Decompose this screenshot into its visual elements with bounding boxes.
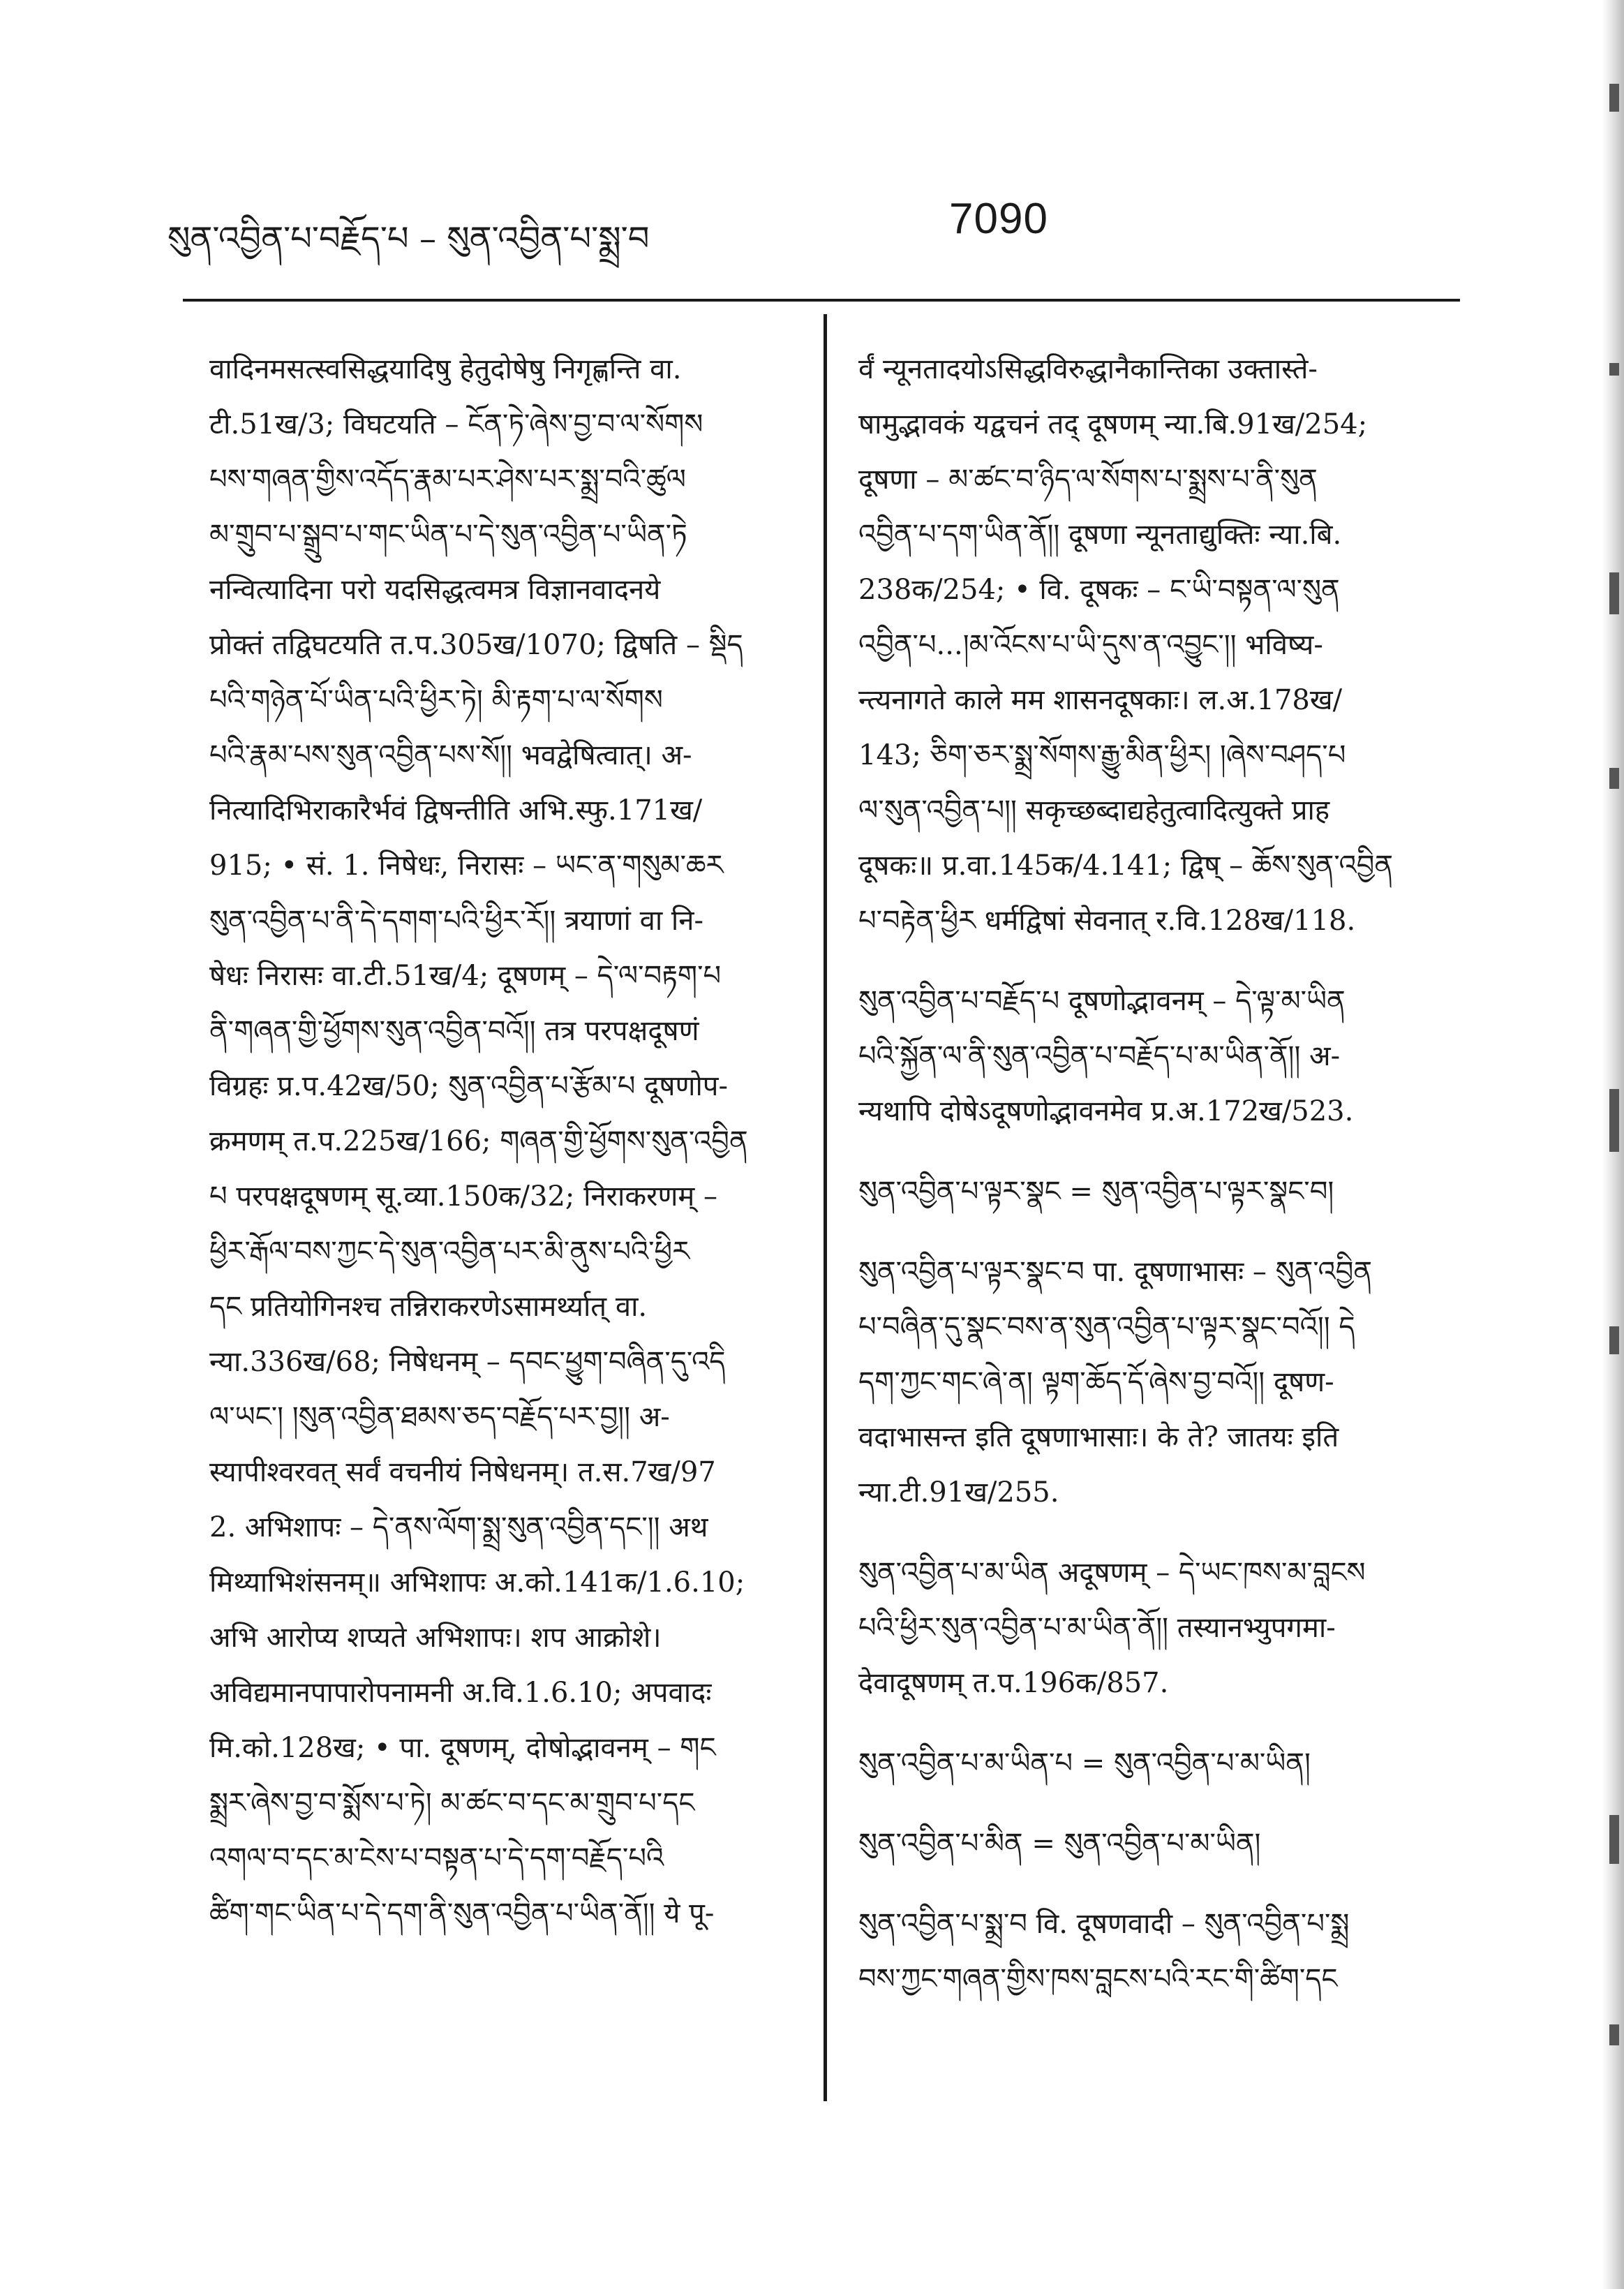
text-line: वादिनमसत्स्वसिद्धयादिषु हेतुदोषेषु निगृह्णन्ति वा. (209, 353, 682, 385)
scan-noise (1609, 1089, 1619, 1152)
text-line: 915; • सं. 1. निषेधः, निरासः – ཡང་ན་གསུམ་ཆར (209, 850, 724, 882)
scan-noise (1609, 768, 1619, 789)
text-line: 2. अभिशापः – དེ་ནས་ལོག་སྨྲ་སུན་འབྱིན་དང་།། अथ (209, 1511, 708, 1543)
entry-line: པའི་སྐྱོན་ལ་ནི་སུན་འབྱིན་པ་བརྗོད་པ་མ་ཡིན་ནོ།། अ- (858, 1040, 1341, 1072)
text-line: པའི་རྣམ་པས་སུན་འབྱིན་པས་སོ།། भवद्वेषित्वात्। अ- (209, 739, 692, 771)
entry-line: र्वं न्यूनतादयोऽसिद्धविरुद्धानैकान्तिका उक्तास्ते- (858, 353, 1318, 385)
text-line: འགལ་བ་དང་མ་ངེས་པ་བསྟན་པ་དེ་དག་བརྗོད་པའི (209, 1842, 664, 1874)
running-head: སུན་འབྱིན་པ་བརྗོད་པ – སུན་འབྱིན་པ་སྨྲ་བ (167, 219, 650, 258)
column-divider (824, 314, 827, 2101)
entry-line: न्त्यनागते काले मम शासनदूषकाः। ल.अ.178ख/ (858, 684, 1343, 716)
entry-line: བས་ཀྱང་གཞན་གྱིས་ཁས་བླངས་པའི་རང་གི་ཚིག་དང (858, 1963, 1338, 1995)
header-rule (183, 299, 1460, 302)
entry-line: ལ་སུན་འབྱིན་པ།། सकृच्छब्दाद्यहेतुत्वादित्युक्ते प्राह (858, 794, 1330, 827)
text-line: ལ་ཡང་། །སུན་འབྱིན་ཐམས་ཅད་བརྗོད་པར་བྱ།། अ- (209, 1401, 670, 1433)
text-line: विग्रहः प्र.प.42ख/50; སུན་འབྱིན་པ་རྩོམ་པ दूषणोप- (209, 1070, 729, 1102)
entry-line: སུན་འབྱིན་པ་མ་ཡིན་པ = སུན་འབྱིན་པ་མ་ཡིན། (858, 1747, 1311, 1779)
entry-gap (858, 949, 1466, 974)
text-line: षेधः निरासः वा.टी.51ख/4; दूषणम् – དེ་ལ་བརྟག་པ (209, 960, 722, 992)
text-line: སུན་འབྱིན་པ་ནི་དེ་དགག་པའི་ཕྱིར་རོ།། त्रयाणां वा नि- (209, 905, 703, 937)
entry-gap (858, 1791, 1466, 1816)
entry-gap (858, 1872, 1466, 1897)
text-line: टी.51ख/3; विघटयति – ངོན་ཏེ་ཞེས་བྱ་བ་ལ་སོགས (209, 408, 703, 440)
text-line: अविद्यमानपापारोपनामनी अ.वि.1.6.10; अपवादः (209, 1677, 712, 1709)
scan-noise (1609, 1815, 1619, 1864)
page-header (167, 194, 1466, 271)
entry-line: न्या.टी.91ख/255. (858, 1476, 1059, 1509)
entry-line: 238क/254; • वि. दूषकः – ང་ཡི་བསྟན་ལ་སུན (858, 574, 1340, 606)
text-line: क्रमणम् त.प.225ख/166; གཞན་གྱི་ཕྱོགས་སུན་འབྱིན (209, 1125, 748, 1157)
page-number: 7090 (949, 195, 1048, 243)
scan-noise (1609, 1326, 1619, 1354)
entry-line: པ་བཞིན་དུ་སྣང་བས་ན་སུན་འབྱིན་པ་ལྟར་སྣང་བའོ།། དེ (858, 1311, 1355, 1343)
entry-line: སུན་འབྱིན་པ་མ་ཡིན अदूषणम् – དེ་ཡང་ཁས་མ་བླངས (858, 1557, 1366, 1589)
text-line: ཕྱིར་རྒོལ་བས་ཀྱང་དེ་སུན་འབྱིན་པར་མི་ནུས་པའི་ཕྱིར (209, 1236, 690, 1268)
entry-line: པའི་ཕྱིར་སུན་འབྱིན་པ་མ་ཡིན་ནོ།། तस्यानभ्युपगमा- (858, 1612, 1336, 1644)
text-line: དང प्रतियोगिनश्च तन्निराकरणेऽसामर्थ्यात् वा. (209, 1291, 648, 1323)
entry-line: षामुद्भावकं यद्वचनं तद् दूषणम् न्या.बि.91ख/254; (858, 408, 1368, 440)
text-line: प्रोक्तं तद्विघटयति त.प.305ख/1070; द्विषति – སྡིད (209, 629, 743, 661)
scan-noise (1609, 2024, 1619, 2045)
scan-noise (1609, 363, 1619, 376)
entry-line: པ་བརྟེན་ཕྱིར धर्मद्विषां सेवनात् र.वि.128ख/118. (858, 905, 1356, 937)
text-line: मिथ्याभिशंसनम्॥ अभिशापः अ.को.141क/1.6.10; (209, 1566, 745, 1599)
entry-line: སུན་འབྱིན་པ་སྨྲ་བ वि. दूषणवादी – སུན་འབྱིན་པ་སྨྲ (858, 1908, 1350, 1940)
text-line: नित्यादिभिराकारैर्भवं द्विषन्तीति अभि.स्फु.171ख/ (209, 794, 703, 827)
entry-gap (858, 1520, 1466, 1546)
entry-gap (858, 1220, 1466, 1245)
entry-line: འབྱིན་པ...།མ་འོངས་པ་ཡི་དུས་ན་འབྱུང་།། भविष्य- (858, 629, 1323, 661)
left-column (209, 342, 810, 1941)
text-line: न्या.336ख/68; निषेधनम् – དབང་ཕྱུག་བཞིན་དུ་འདི (209, 1346, 726, 1378)
text-line: स्यापीश्वरवत् सर्वं वचनीयं निषेधनम्। त.स.7ख/97 (209, 1456, 716, 1488)
text-line: मि.को.128ख; • पा. दूषणम्, दोषोद्भावनम् – གང (209, 1732, 716, 1764)
entry-line: འབྱིན་པ་དག་ཡིན་ནོ།། दूषणा न्यूनताद्युक्तिः न्या.बि. (858, 519, 1342, 551)
text-line: པས་གཞན་གྱིས་འདོད་རྣམ་པར་ཤེས་པར་སྨྲ་བའི་ཚུལ (209, 464, 686, 496)
entry-line: न्यथापि दोषेऽदूषणोद्भावनमेव प्र.अ.172ख/523. (858, 1095, 1354, 1127)
scan-noise (1609, 572, 1619, 614)
text-line: ཚིག་གང་ཡིན་པ་དེ་དག་ནི་སུན་འབྱིན་པ་ཡིན་ནོ།། ये पू- (209, 1897, 715, 1929)
entry-line: दूषकः॥ प्र.वा.145क/4.141; द्विष् – ཆོས་སུན་འབྱིན (858, 850, 1394, 882)
entry-line: दूषणा – མ་ཚང་བ་ཉིད་ལ་སོགས་པ་སྨྲས་པ་ནི་སུན (858, 464, 1318, 496)
entry-line: वदाभासन्त इति दूषणाभासाः। के ते? जातयः इति (858, 1421, 1339, 1453)
text-line: नन्वित्यादिना परो यदसिद्धत्वमत्र विज्ञानवादनये (209, 574, 661, 606)
text-line: པའི་གཉེན་པོ་ཡིན་པའི་ཕྱིར་ཏེ། མི་རྟག་པ་ལ་སོགས (209, 684, 663, 716)
entry-line: སུན་འབྱིན་པ་ལྟར་སྣང་བ पा. दूषणाभासः – སུན་འབྱིན (858, 1256, 1373, 1288)
text-line: སྨྲར་ཞེས་བྱ་བ་སྨོས་པ་ཏེ། མ་ཚང་བ་དང་མ་གྲུབ་པ་དང (209, 1787, 695, 1819)
entry-line: སུན་འབྱིན་པ་བརྗོད་པ दूषणोद्भावनम् – དེ་ལྟ་མ་ཡིན (858, 985, 1346, 1017)
entry-line: 143; ཅིག་ཅར་སྨྲ་སོགས་རྒྱུ་མིན་ཕྱིར། །ཞེས་བཤད་པ (858, 739, 1346, 771)
text-line: པ परपक्षदूषणम् सू.व्या.150क/32; निराकरणम् – (209, 1180, 718, 1213)
text-line: མ་གྲུབ་པ་སྒྲུབ་པ་གང་ཡིན་པ་དེ་སུན་འབྱིན་པ་ཡིན་ཏེ (209, 519, 687, 551)
entry-line: སུན་འབྱིན་པ་མིན = སུན་འབྱིན་པ་མ་ཡིན། (858, 1828, 1261, 1860)
scan-noise (1609, 84, 1619, 112)
right-column (858, 342, 1466, 2007)
entry-line: देवादूषणम् त.प.196क/857. (858, 1667, 1169, 1699)
entry-line: སུན་འབྱིན་པ་ལྟར་སྣང = སུན་འབྱིན་པ་ལྟར་སྣང་བ། (858, 1176, 1334, 1208)
text-line: ནི་གཞན་གྱི་ཕྱོགས་སུན་འབྱིན་བའོ།། तत्र परपक्षदूषणं (209, 1015, 699, 1047)
entry-line: དག་ཀྱང་གང་ཞེ་ན། ལྟག་ཆོད་དོ་ཞེས་བྱ་བའོ།། दूषण- (858, 1366, 1334, 1398)
entry-gap (858, 1139, 1466, 1164)
text-line: अभि आरोप्य शप्यते अभिशापः। शप आक्रोशे। (209, 1622, 662, 1654)
entry-gap (858, 1711, 1466, 1736)
